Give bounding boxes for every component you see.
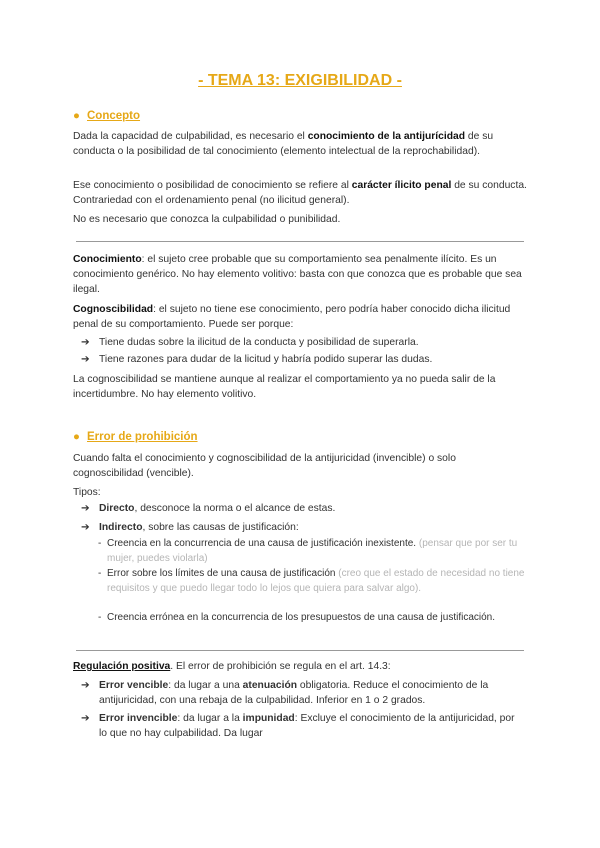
arrow-icon: ➔ <box>81 503 90 514</box>
bullet-icon: ● <box>73 110 80 122</box>
divider <box>76 241 524 242</box>
arrow-icon: ➔ <box>81 713 90 724</box>
arrow-icon: ➔ <box>81 354 90 365</box>
list-item: ➔ Error invencible: da lugar a la impunidad: Excluye el conocimiento de la antijuricidad, por lo que no hay culpabilidad. Da lugar <box>81 713 515 739</box>
sub-list-item: - Error sobre los límites de una causa de justificación (creo que el estado de necesidad no tiene requisitos y que puedo llegar todo lo lejos que quiera para salvar algo). <box>98 568 525 594</box>
paragraph-concepto-3: No es necesario que conozca la culpabilidad o punibilidad. <box>73 214 341 225</box>
paragraph-regulacion: Regulación positiva. El error de prohibición se regula en el art. 14.3: <box>73 661 391 672</box>
list-item: ➔ Directo, desconoce la norma o el alcance de estas. <box>81 503 336 514</box>
arrow-icon: ➔ <box>81 680 90 691</box>
section-heading-error: ● Error de prohibición <box>73 431 198 443</box>
page-title: - TEMA 13: EXIGIBILIDAD - <box>198 72 402 89</box>
list-item: ➔ Indirecto, sobre las causas de justificación: <box>81 522 299 533</box>
sub-list-item: - Creencia en la concurrencia de una causa de justificación inexistente. (pensar que por ser tu mujer, puedes violarla) <box>98 538 518 564</box>
divider <box>76 650 524 651</box>
paragraph-concepto-1: Dada la capacidad de culpabilidad, es necesario el conocimiento de la antijurícidad de su conducta o la posibilidad de tal conocimiento (elemento intelectual de la reprochabilidad). <box>73 131 494 157</box>
label-tipos: Tipos: <box>73 487 101 498</box>
paragraph-concepto-2: Ese conocimiento o posibilidad de conocimiento se refiere al carácter ílicito penal de su conducta. Contrariedad con el ordenamiento penal (no ilicitud general). <box>73 180 527 206</box>
section-heading-concepto: ● Concepto <box>73 110 141 122</box>
list-item: ➔ Error vencible: da lugar a una atenuación obligatoria. Reduce el conocimiento de la antijuricidad, con una rebaja de la culpabilidad. Inferior en 1 o 2 grados. <box>81 680 489 706</box>
paragraph-conocimiento: Conocimiento: el sujeto cree probable que su comportamiento sea penalmente ilícito. Es un conocimiento genérico. No hay elemento volitivo: basta con que conozca que es probable que sea ilegal. <box>73 254 522 295</box>
bullet-icon: ● <box>73 431 80 443</box>
paragraph-cognoscibilidad: Cognoscibilidad: el sujeto no tiene ese conocimiento, pero podría haber conocido dicha ilicitud penal de su comportamiento. Puede ser porque: <box>73 304 511 330</box>
paragraph-cognoscibilidad-note: La cognoscibilidad se mantiene aunque al realizar el comportamiento ya no pueda salir de la incertidumbre. No hay elemento volitivo. <box>73 374 496 400</box>
paragraph-error-intro: Cuando falta el conocimiento y cognoscibilidad de la antijuricidad (invencible) o solo cognoscibilidad (vencible). <box>73 453 456 479</box>
arrow-icon: ➔ <box>81 337 90 348</box>
list-item: ➔ Tiene dudas sobre la ilicitud de la conducta y posibilidad de superarla. <box>81 337 419 348</box>
sub-list-item: - Creencia errónea en la concurrencia de los presupuestos de una causa de justificación. <box>98 612 496 623</box>
list-item: ➔ Tiene razones para dudar de la licitud y habría podido superar las dudas. <box>81 354 433 365</box>
arrow-icon: ➔ <box>81 522 90 533</box>
